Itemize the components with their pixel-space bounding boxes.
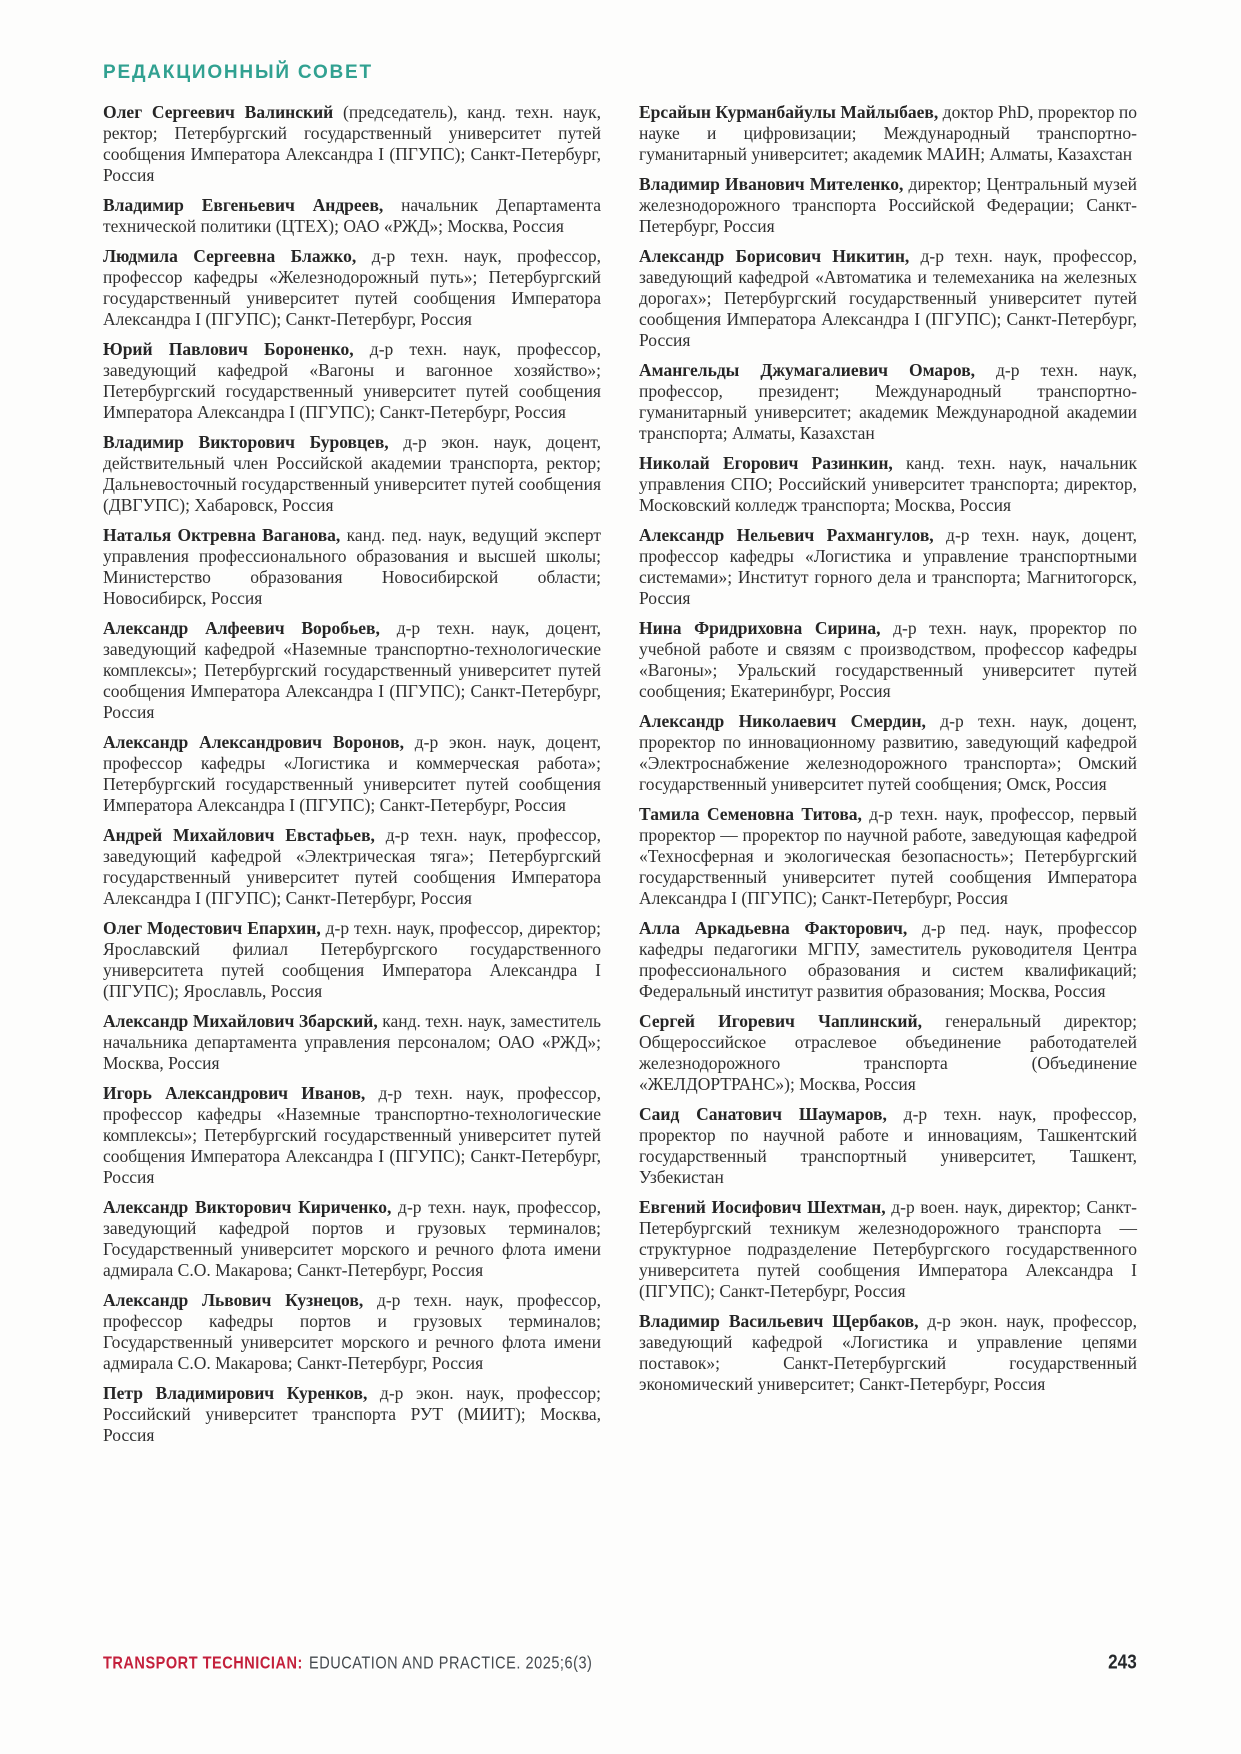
board-member-entry: Александр Александрович Воронов, д-р экон. наук, доцент, профессор кафедры «Логистика и коммерческая работа»; Петербургский государственный университет путей сообщения Императора Александра I (ПГУПС); Санкт-Петербург, Россия — [103, 732, 601, 815]
member-name: Людмила Сергеевна Блажко, — [103, 246, 357, 266]
member-name: Александр Львович Кузнецов, — [103, 1290, 364, 1310]
member-name: Олег Модестович Епархин, — [103, 918, 321, 938]
board-member-entry: Александр Алфеевич Воробьев, д-р техн. наук, доцент, заведующий кафедрой «Наземные транспортно-технологические комплексы»; Петербургский государственный университет путей сообщения Императора Александра I (ПГУПС); Санкт-Петербург, Россия — [103, 618, 601, 722]
board-member-entry: Александр Николаевич Смердин, д-р техн. наук, доцент, проректор по инновационному развитию, заведующий кафедрой «Электроснабжение железнодорожного транспорта»; Омский государственный университет путей сообщения; Омск, Россия — [639, 711, 1138, 794]
journal-subtitle: EDUCATION AND PRACTICE. 2025;6(3) — [309, 1653, 593, 1673]
board-member-entry: Сергей Игоревич Чаплинский, генеральный директор; Общероссийское отраслевое объединение работодателей железнодорожного транспорта (Объединение «ЖЕЛДОРТРАНС»); Москва, Россия — [639, 1011, 1138, 1094]
board-member-entry: Александр Михайлович Збарский, канд. техн. наук, заместитель начальника департамента управления персоналом; ОАО «РЖД»; Москва, Россия — [103, 1011, 602, 1073]
journal-title: TRANSPORT TECHNICIAN: — [103, 1653, 303, 1673]
board-member-entry: Владимир Викторович Буровцев, д-р экон. наук, доцент, действительный член Российской академии транспорта, ректор; Дальневосточный государственный университет путей сообщения (ДВГУПС); Хабаровск, Россия — [103, 432, 601, 515]
board-member-entry: Олег Модестович Епархин, д-р техн. наук, профессор, директор; Ярославский филиал Петербургского государственного университета путей сообщения Императора Александра I (ПГУПС); Ярославль, Россия — [103, 918, 602, 1001]
board-member-entry: Саид Санатович Шаумаров, д-р техн. наук, профессор, проректор по научной работе и инновациям, Ташкентский государственный транспортный университет, Ташкент, Узбекистан — [639, 1104, 1137, 1187]
board-member-entry: Владимир Евгеньевич Андреев, начальник Департамента технической политики (ЦТЕХ); ОАО «РЖД»; Москва, Россия — [103, 195, 601, 236]
board-member-entry: Наталья Октревна Ваганова, канд. пед. наук, ведущий эксперт управления профессионального образования и высшей школы; Министерство образования Новосибирской области; Новосибирск, Россия — [103, 525, 602, 608]
board-member-entry: Владимир Иванович Мителенко, директор; Центральный музей железнодорожного транспорта Российской Федерации; Санкт-Петербург, Россия — [639, 174, 1138, 236]
member-name: Владимир Евгеньевич Андреев, — [103, 195, 384, 215]
page-number: 243 — [1108, 1651, 1137, 1674]
board-member-entry: Николай Егорович Разинкин, канд. техн. наук, начальник управления СПО; Российский университет транспорта; директор, Московский колледж транспорта; Москва, Россия — [639, 453, 1137, 515]
board-member-entry: Людмила Сергеевна Блажко, д-р техн. наук, профессор, профессор кафедры «Железнодорожный путь»; Петербургский государственный университет путей сообщения Императора Александра I (ПГУПС); Санкт-Петербург, Россия — [103, 246, 601, 329]
page-content — [103, 62, 1137, 1455]
member-name: Амангельды Джумагалиевич Омаров, — [639, 360, 976, 380]
member-name: Игорь Александрович Иванов, — [103, 1083, 366, 1103]
board-member-entry: Александр Нельевич Рахмангулов, д-р техн. наук, доцент, профессор кафедры «Логистика и управление транспортными системами»; Институт горного дела и транспорта; Магнитогорск, Россия — [639, 525, 1138, 608]
member-name: Александр Борисович Никитин, — [639, 246, 910, 266]
board-right-column — [639, 102, 1137, 1455]
member-name: Олег Сергеевич Валинский — [103, 102, 334, 122]
page-title: РЕДАКЦИОННЫЙ СОВЕТ — [103, 62, 373, 83]
board-member-entry: Петр Владимирович Куренков, д-р экон. наук, профессор; Российский университет транспорта РУТ (МИИТ); Москва, Россия — [103, 1383, 601, 1445]
board-member-entry: Александр Борисович Никитин, д-р техн. наук, профессор, заведующий кафедрой «Автоматика и телемеханика на железных дорогах»; Петербургский государственный университет путей сообщения Императора Александра I (ПГУПС); Санкт-Петербург, Россия — [639, 246, 1137, 350]
member-name: Андрей Михайлович Евстафьев, — [103, 825, 375, 845]
member-name: Наталья Октревна Ваганова, — [103, 525, 341, 545]
board-member-entry: Амангельды Джумагалиевич Омаров, д-р техн. наук, профессор, президент; Международный транспортно-гуманитарный университет; академик Международной академии транспорта; Алматы, Казахстан — [639, 360, 1137, 443]
board-member-entry: Олег Сергеевич Валинский (председатель), канд. техн. наук, ректор; Петербургский государственный университет путей сообщения Императора Александра I (ПГУПС); Санкт-Петербург, Россия — [103, 102, 601, 185]
board-member-entry: Тамила Семеновна Титова, д-р техн. наук, профессор, первый проректор — проректор по научной работе, заведующая кафедрой «Техносферная и экологическая безопасность»; Петербургский государственный университет путей сообщения Императора Александра I (ПГУПС); Санкт-Петербург, Россия — [639, 804, 1137, 908]
member-name: Александр Александрович Воронов, — [103, 732, 404, 752]
journal-citation — [103, 1653, 592, 1674]
page-footer — [103, 1652, 1137, 1674]
member-name: Владимир Викторович Буровцев, — [103, 432, 389, 452]
member-name: Алла Аркадьевна Факторович, — [639, 918, 908, 938]
member-name: Александр Нельевич Рахмангулов, — [639, 525, 934, 545]
board-member-entry: Андрей Михайлович Евстафьев, д-р техн. наук, профессор, заведующий кафедрой «Электрическая тяга»; Петербургский государственный университет путей сообщения Императора Александра I (ПГУПС); Санкт-Петербург, Россия — [103, 825, 601, 908]
board-member-entry: Евгений Иосифович Шехтман, д-р воен. наук, директор; Санкт-Петербургский техникум железнодорожного транспорта — структурное подразделение Петербургского государственного университета путей сообщения Императора Александра I (ПГУПС); Санкт-Петербург, Россия — [639, 1197, 1138, 1301]
member-name: Ерсайын Курманбайулы Майлыбаев, — [639, 102, 939, 122]
member-name: Александр Алфеевич Воробьев, — [103, 618, 380, 638]
board-member-entry: Алла Аркадьевна Факторович, д-р пед. наук, профессор кафедры педагогики МГПУ, заместитель руководителя Центра профессионального образования и систем квалификаций; Федеральный институт развития образования; Москва, Россия — [639, 918, 1137, 1001]
member-name: Владимир Иванович Мителенко, — [639, 174, 904, 194]
board-member-entry: Юрий Павлович Бороненко, д-р техн. наук, профессор, заведующий кафедрой «Вагоны и вагонное хозяйство»; Петербургский государственный университет путей сообщения Императора Александра I (ПГУПС); Санкт-Петербург, Россия — [103, 339, 601, 422]
two-column-layout — [103, 102, 1137, 1455]
member-name: Тамила Семеновна Титова, — [639, 804, 862, 824]
board-left-column — [103, 102, 601, 1455]
member-name: Петр Владимирович Куренков, — [103, 1383, 368, 1403]
member-name: Сергей Игоревич Чаплинский, — [639, 1011, 922, 1031]
member-name: Александр Викторович Кириченко, — [103, 1197, 392, 1217]
board-member-entry: Нина Фридриховна Сирина, д-р техн. наук, проректор по учебной работе и связям с производством, профессор кафедры «Вагоны»; Уральский государственный университет путей сообщения; Екатеринбург, Россия — [639, 618, 1137, 701]
member-name: Нина Фридриховна Сирина, — [639, 618, 881, 638]
member-name: Владимир Васильевич Щербаков, — [639, 1311, 919, 1331]
member-name: Александр Николаевич Смердин, — [639, 711, 926, 731]
board-member-entry: Александр Викторович Кириченко, д-р техн. наук, профессор, заведующий кафедрой портов и грузовых терминалов; Государственный университет морского и речного флота имени адмирала С.О. Макарова; Санкт-Петербург, Россия — [103, 1197, 601, 1280]
board-member-entry: Александр Львович Кузнецов, д-р техн. наук, профессор, профессор кафедры портов и грузовых терминалов; Государственный университет морского и речного флота имени адмирала С.О. Макарова; Санкт-Петербург, Россия — [103, 1290, 601, 1373]
board-member-entry: Владимир Васильевич Щербаков, д-р экон. наук, профессор, заведующий кафедрой «Логистика и управление цепями поставок»; Санкт-Петербургский государственный экономический университет; Санкт-Петербург, Россия — [639, 1311, 1137, 1394]
member-name: Александр Михайлович Збарский, — [103, 1011, 378, 1031]
member-name: Саид Санатович Шаумаров, — [639, 1104, 887, 1124]
member-name: Евгений Иосифович Шехтман, — [639, 1197, 886, 1217]
member-name: Юрий Павлович Бороненко, — [103, 339, 354, 359]
board-member-entry: Ерсайын Курманбайулы Майлыбаев, доктор PhD, проректор по науке и цифровизации; Международный транспортно-гуманитарный университет; академик МАИН; Алматы, Казахстан — [639, 102, 1138, 164]
board-member-entry: Игорь Александрович Иванов, д-р техн. наук, профессор, профессор кафедры «Наземные транспортно-технологические комплексы»; Петербургский государственный университет путей сообщения Императора Александра I (ПГУПС); Санкт-Петербург, Россия — [103, 1083, 601, 1187]
member-name: Николай Егорович Разинкин, — [639, 453, 893, 473]
